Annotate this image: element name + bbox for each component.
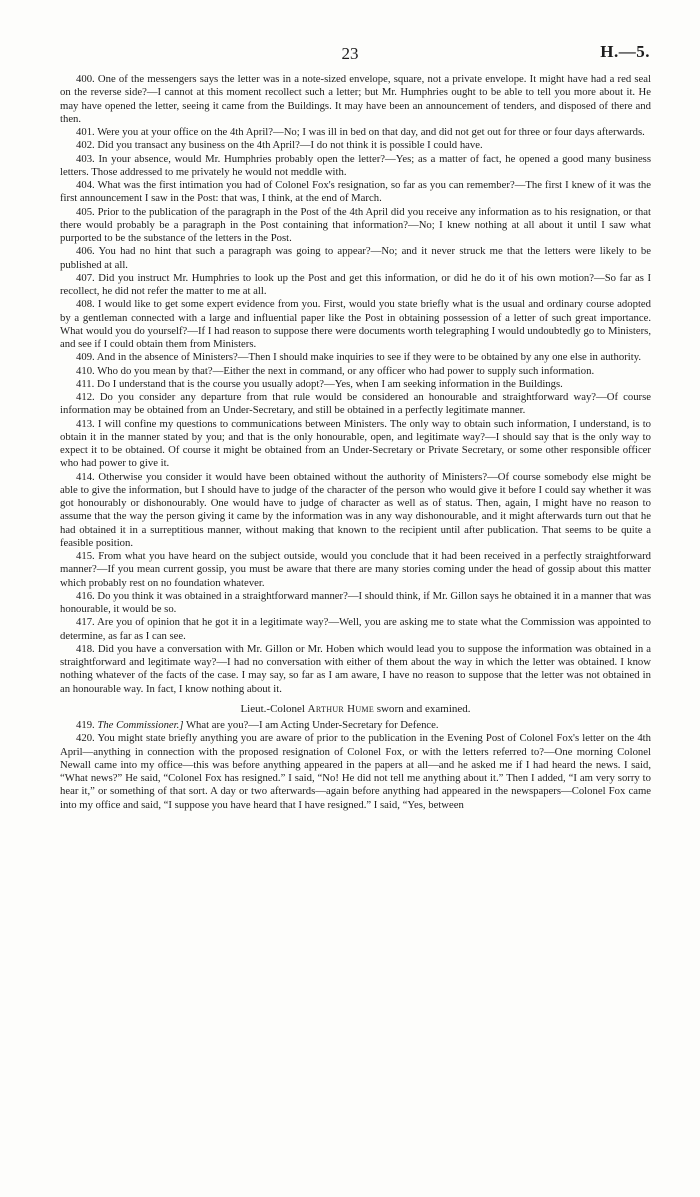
question-number: 404.: [76, 179, 95, 191]
question-number: 414.: [76, 470, 95, 483]
question-text: Do I understand that is the course you usually adopt?—Yes, when I am seeking information in the Buildings.: [96, 377, 563, 390]
question-paragraph: [60, 126, 651, 139]
question-paragraph: [60, 351, 651, 364]
question-paragraph: [60, 719, 651, 732]
question-paragraph: [60, 391, 651, 418]
question-text: I will confine my questions to communications between Ministers. The only way to obtain such information, I understand, is to obtain it in the manner stated by you; and that is the only honourable, open, and legitimate way?—I should say that is the only way to expect it to be obtained. Of course it might be obtained from an Under-Secretary or Private Secretary, or some other responsible officer who had power to give it.: [60, 417, 652, 470]
question-number: 420.: [76, 732, 95, 745]
question-text: You might state briefly anything you are aware of prior to the publication in the Evening Post of Colonel Fox's letter on the 4th April—anything in connection with the proposed resignation of Colonel Fox, or with the letters referred to?—One morning Colonel Newall came into my office—this was before anything appeared in the papers at all—and he asked me if I had heard the news. I said, “What news?” He said, “Colonel Fox has resigned.” I said, “No! He did not tell me anything about it.” Then I added, “I am very sorry to hear it,” or something of that sort. A day or two afterwards—again before anything had appeared in the newspapers—Colonel Fox came into my office and said, “I suppose you have heard that I have resigned.” I said, “Yes, between: [60, 732, 651, 811]
witness-suffix: sworn and examined.: [376, 702, 471, 715]
question-paragraph: [60, 206, 651, 246]
question-paragraph: [60, 272, 651, 299]
question-paragraph: [60, 590, 651, 617]
page-number: 23: [341, 44, 359, 63]
question-number: 416.: [76, 589, 95, 602]
question-paragraph: [60, 550, 651, 590]
question-paragraph: [60, 418, 651, 471]
question-paragraph: [60, 153, 651, 180]
question-paragraph: [60, 73, 651, 126]
question-number: 413.: [76, 417, 95, 430]
witness-name: Arthur Hume: [307, 702, 375, 715]
question-text: From what you have heard on the subject outside, would you conclude that it had been received in a perfectly straightforward manner?—If you mean current gossip, you must be aware that there are many stories coming under the head of gossip about this matter which probably rest on no foundation whatever.: [60, 550, 652, 589]
question-number: 405.: [76, 205, 95, 218]
testimony-section-1: [60, 73, 651, 696]
question-text: Were you at your office on the 4th April?—No; I was ill in bed on that day, and did not get out for three or four days afterwards.: [97, 126, 645, 138]
question-number: 411.: [76, 377, 95, 390]
question-number: 406.: [76, 245, 95, 258]
question-paragraph: [60, 378, 651, 391]
question-number: 402.: [76, 139, 95, 152]
question-text: I would like to get some expert evidence from you. First, would you state briefly what is the usual and ordinary course adopted by a gentleman connected with a large and influential paper like the Post in obtaining possession of a letter of such great importance. What would you do yourself?—If I had reason to suppose there were documents worth telegraphing I would undoubtedly go to Ministers, and see if I could obtain them from Ministers.: [60, 298, 652, 350]
question-paragraph: [60, 245, 651, 272]
question-number: 419.: [76, 719, 95, 731]
question-text: What are you?—I am Acting Under-Secretary for Defence.: [185, 719, 439, 731]
question-number: 415.: [76, 550, 95, 562]
question-number: 400.: [76, 73, 95, 85]
question-text: Do you consider any departure from that rule would be considered an honourable and straightforward way?—Of course information may be obtained from an Under-Secretary, and still be obtained in a perfectly legitimate manner.: [60, 391, 652, 417]
question-number: 410.: [76, 364, 95, 377]
question-text: Are you of opinion that he got it in a legitimate way?—Well, you are asking me to state what the Commission was appointed to determine, as far as I can see.: [60, 616, 651, 642]
question-text: Did you have a conversation with Mr. Gillon or Mr. Hoben which would lead you to suppose the information was obtained in a straightforward and legitimate way?—I had no conversation with either of them about the way in which the letter was obtained. I know nothing whatever of the facts of the case. I may say, so far as I am aware, I have no reason to suppose that the letter was not obtained in an honourable way. In fact, I know nothing about it.: [60, 642, 652, 695]
question-text: And in the absence of Ministers?—Then I should make inquiries to see if they were to be obtained by any one else in authority.: [96, 351, 642, 364]
witness-heading: [60, 703, 651, 716]
question-paragraph: [60, 616, 651, 643]
question-text: Did you instruct Mr. Humphries to look up the Post and get this information, or did he do it of his own motion?—So far as I recollect, he did not refer the matter to me at all.: [60, 271, 651, 297]
question-text: Prior to the publication of the paragraph in the Post of the 4th April did you receive any information as to his resignation, or that there would probably be a paragraph in the Post containing that information?—No; I knew nothing at all about it until I saw what purported to be the substance of the letters in the Post.: [60, 205, 651, 244]
question-number: 401.: [76, 126, 95, 138]
question-text: You had no hint that such a paragraph was going to appear?—No; and it never struck me that the letters were likely to be published at all.: [60, 245, 651, 271]
question-number: 408.: [76, 298, 95, 311]
question-paragraph: [60, 139, 651, 152]
question-number: 407.: [76, 271, 95, 284]
question-text: Otherwise you consider it would have been obtained without the authority of Ministers?—Of course somebody else might be able to give the information, but I should have to judge of the character of the person who would give it before I could say whether it was got honourably or dishonourably. One would have to judge of character as well as of status. Then, again, I might have no reason to assume that the way the person giving it came by the information was in any way dishonourable, and it might afterwards turn out that he had obtained it in a surreptitious manner, without making that known to the recipient until after publication. That seems to be quite a feasible position.: [60, 470, 651, 549]
witness-prefix: Lieut.-Colonel: [240, 702, 305, 715]
question-text: Do you think it was obtained in a straightforward manner?—I should think, if Mr. Gillon says he obtained it in a manner that was honourable, it would be so.: [60, 589, 652, 615]
question-text: In your absence, would Mr. Humphries probably open the letter?—Yes; as a matter of fact, he opened a good many business letters. Those addressed to me privately he would not meddle with.: [60, 152, 652, 178]
question-paragraph: [60, 298, 651, 351]
question-paragraph: [60, 643, 651, 696]
question-text: Who do you mean by that?—Either the next in command, or any officer who had power to supply such information.: [97, 364, 595, 377]
question-text: Did you transact any business on the 4th April?—I do not think it is possible I could have.: [97, 139, 483, 152]
question-paragraph: [60, 732, 651, 812]
testimony-section-2: [60, 719, 651, 812]
question-number: 403.: [76, 152, 95, 165]
question-paragraph: [60, 179, 651, 206]
question-number: 409.: [76, 351, 95, 364]
question-number: 417.: [76, 616, 95, 629]
question-paragraph: [60, 365, 651, 378]
testimony-body: [60, 73, 651, 812]
question-text: What was the first intimation you had of Colonel Fox's resignation, so far as you can remember?—The first I knew of it was the first announcement I saw in the Post: that was, I think, at the end of March.: [60, 179, 651, 205]
document-reference: H.—5.: [600, 42, 650, 61]
speaker-label: The Commissioner.]: [97, 719, 184, 731]
question-paragraph: [60, 471, 651, 551]
question-text: One of the messengers says the letter was in a note-sized envelope, square, not a private envelope. It might have had a red seal on the reverse side?—I cannot at this moment recollect such a letter; but Mr. Humphries ought to be able to tell you more about it. He may have opened the letter, seeing it came from the Buildings. It may have been an announcement of tenders, and disposed of there and then.: [60, 73, 652, 125]
question-number: 412.: [76, 391, 95, 403]
question-number: 418.: [76, 642, 95, 655]
